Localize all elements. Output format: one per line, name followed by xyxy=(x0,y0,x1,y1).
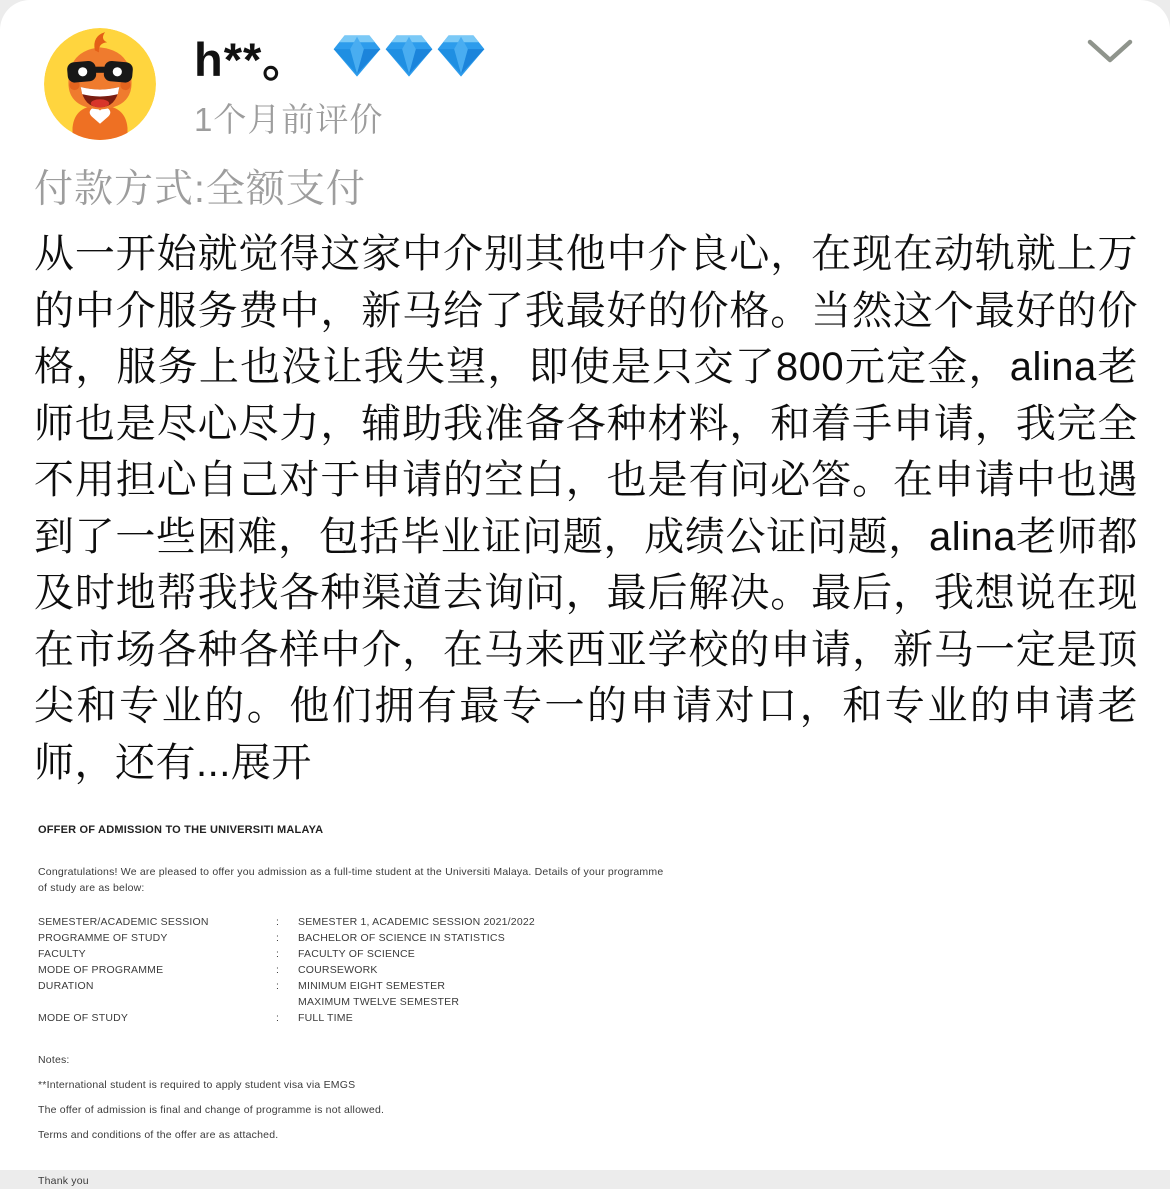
detail-separator: : xyxy=(276,948,280,960)
detail-separator xyxy=(276,994,298,1010)
table-row xyxy=(38,930,678,946)
detail-value: BACHELOR OF SCIENCE IN STATISTICS xyxy=(298,932,505,944)
table-row xyxy=(38,994,678,1010)
attachment-image[interactable] xyxy=(38,818,678,1187)
payment-method: 付款方式:全额支付 xyxy=(34,168,366,211)
detail-label: MODE OF STUDY xyxy=(38,1012,129,1024)
detail-label: DURATION xyxy=(38,980,94,992)
chevron-down-icon xyxy=(1084,36,1136,66)
offer-letter-document xyxy=(38,822,678,1189)
vip-diamond-icon xyxy=(384,34,434,78)
table-row xyxy=(38,962,678,978)
note-line: Terms and conditions of the offer are as attached. xyxy=(38,1129,279,1141)
avatar[interactable] xyxy=(44,28,156,140)
detail-separator: : xyxy=(276,1012,280,1024)
review-time: 1个月前评价 xyxy=(194,101,384,138)
vip-level-badge xyxy=(332,34,486,78)
review-body-text: 从一开始就觉得这家中介别其他中介良心，在现在动轨就上万的中介服务费中，新马给了我最好的价格。当然这个最好的价格，服务上也没让我失望，即使是只交了800元定金，alina老师也是尽心尽力，辅助我准备各种材料，和着手申请，我完全不用担心自己对于申请的空白，也是有问必答。在申请中也遇到了一些困难，包括毕业证问题，成绩公证问题，alina老师都及时地帮我找各种渠道去询问，最后解决。最后，我想说在现在市场各种各样中介，在马来西亚学校的申请，新马一定是顶尖和专业的。他们拥有最专一的申请对口，和专业的申请老师，还有... xyxy=(34,232,1138,785)
detail-label: FACULTY xyxy=(38,948,86,960)
table-row xyxy=(38,1010,678,1026)
detail-value: SEMESTER 1, ACADEMIC SESSION 2021/2022 xyxy=(298,916,535,928)
offer-details-table xyxy=(38,914,678,1026)
table-row xyxy=(38,914,678,930)
collapse-review-button[interactable] xyxy=(1084,34,1136,70)
username: h**。 xyxy=(194,32,311,86)
expand-link[interactable]: 展开 xyxy=(230,740,312,785)
detail-value: COURSEWORK xyxy=(298,964,378,976)
review-body xyxy=(34,226,1138,791)
user-header xyxy=(194,24,486,88)
notes-label: Notes: xyxy=(38,1054,70,1066)
detail-separator: : xyxy=(276,980,280,992)
detail-value: MAXIMUM TWELVE SEMESTER xyxy=(298,996,460,1008)
table-row xyxy=(38,946,678,962)
offer-letter-intro: Congratulations! We are pleased to offer you admission as a full-time student at the Universiti Malaya. Details of your programme of study are as below: xyxy=(38,866,664,894)
detail-separator: : xyxy=(276,932,280,944)
detail-label xyxy=(38,994,276,1010)
note-line: The offer of admission is final and change of programme is not allowed. xyxy=(38,1104,385,1116)
vip-diamond-icon xyxy=(332,34,382,78)
taobao-mascot-icon xyxy=(44,28,156,140)
detail-label: MODE OF PROGRAMME xyxy=(38,964,164,976)
table-row xyxy=(38,978,678,994)
detail-value: FULL TIME xyxy=(298,1012,353,1024)
closing-line: Thank you xyxy=(38,1175,89,1187)
detail-separator: : xyxy=(276,964,280,976)
detail-value: FACULTY OF SCIENCE xyxy=(298,948,415,960)
detail-label: SEMESTER/ACADEMIC SESSION xyxy=(38,916,209,928)
detail-separator: : xyxy=(276,916,280,928)
note-line: **International student is required to apply student visa via EMGS xyxy=(38,1079,356,1091)
vip-diamond-icon xyxy=(436,34,486,78)
detail-label: PROGRAMME OF STUDY xyxy=(38,932,168,944)
offer-letter-title: OFFER OF ADMISSION TO THE UNIVERSITI MALAYA xyxy=(38,824,324,836)
detail-value: MINIMUM EIGHT SEMESTER xyxy=(298,980,446,992)
